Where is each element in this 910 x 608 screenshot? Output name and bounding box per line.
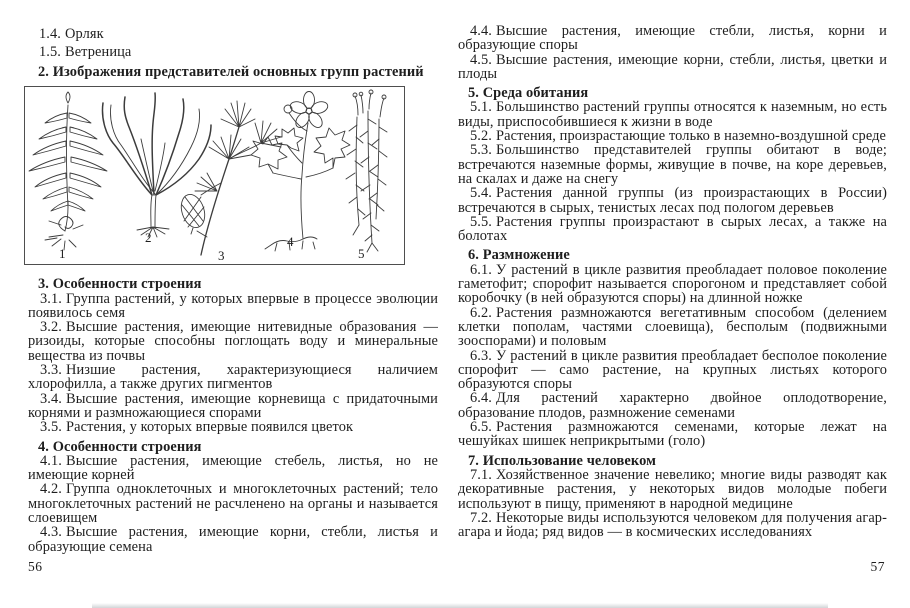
item-number: 6.1. <box>470 261 492 278</box>
item-number: 3.4. <box>40 390 62 407</box>
item-number: 4.2. <box>40 481 62 498</box>
item-text: Для растений характерно двойное оплодотворение, образование плодов, размножение семенами <box>458 390 887 421</box>
item-text: Низшие растения, характеризующиеся наличием хлорофилла, а также других пигментов <box>28 362 438 393</box>
item-text: Ветреница <box>65 43 132 60</box>
figure-label: 3 <box>218 248 225 264</box>
scan-shadow <box>92 603 828 608</box>
item-number: 7.2. <box>470 509 492 526</box>
page-number: 56 <box>28 559 43 574</box>
item-number: 4.3. <box>40 524 62 541</box>
item-text: Высшие растения, имеющие стебель, листья, но не имеющие корней <box>28 452 438 484</box>
list-item <box>458 100 887 129</box>
item-number: 7.1. <box>470 466 492 483</box>
list-item <box>458 349 887 392</box>
item-number: 4.1. <box>40 452 62 469</box>
figure-label: 2 <box>145 230 152 246</box>
list-item <box>458 420 887 449</box>
list-item <box>28 454 438 483</box>
figure-plants <box>24 86 405 265</box>
page-right <box>458 0 887 574</box>
figure-label: 4 <box>287 234 294 250</box>
item-text: Растения размножаются семенами, которые лежат на чешуйках шишек неприкрытыми (голо) <box>458 419 887 450</box>
item-number: 1.5. <box>39 43 61 60</box>
section-heading: 5. Среда обитания <box>468 85 589 102</box>
item-text: Растения, произрастающие только в наземно-воздушной среде <box>496 128 887 145</box>
list-item <box>28 482 438 525</box>
item-number: 5.1. <box>470 99 492 116</box>
plants-illustration <box>25 87 404 264</box>
item-text: Растения данной группы (из произрастающих в России) встречаются в сырых, тенистых лесах под пологом деревьев <box>458 185 887 216</box>
item-text: Некоторые виды используются человеком для получения агар-агара и йода; ряд видов — в космических исследованиях <box>458 509 887 541</box>
moss-illustration <box>346 90 387 252</box>
item-text: Высшие растения, имеющие корневища с придаточными корнями и размножающиеся спорами <box>28 390 438 421</box>
list-item <box>28 26 438 44</box>
list-item <box>28 525 438 554</box>
item-text: Большинство представителей группы обитают в воде; встречаются наземные формы, живущие в почве, на коре деревьев, на скалах и даже на снегу <box>458 142 887 187</box>
algae-illustration <box>102 93 211 237</box>
item-number: 5.5. <box>470 213 492 230</box>
section-heading: 7. Использование человеком <box>468 452 657 469</box>
list-item <box>28 320 438 363</box>
list-item <box>458 263 887 306</box>
list-item <box>28 392 438 421</box>
list-item <box>458 306 887 349</box>
item-number: 4.4. <box>470 23 492 39</box>
list-item <box>458 468 887 511</box>
list-item <box>458 24 887 53</box>
item-text: У растений в цикле развития преобладает бесполое поколение спорофит — само растение, на крупных листьях которого образуются споры <box>458 347 887 393</box>
item-text: Орляк <box>65 26 104 42</box>
item-text: Группа растений, у которых впервые в процессе эволюции появилось семя <box>28 290 438 321</box>
list-item <box>458 215 887 244</box>
item-number: 3.1. <box>40 290 62 307</box>
item-text: Растения размножаются вегетативным способом (делением клетки пополам, частями слоевища), бесполым (подвижными зооспорами) и половым <box>458 304 887 350</box>
list-item <box>458 143 887 186</box>
item-number: 4.5. <box>470 51 492 68</box>
item-number: 6.5. <box>470 419 492 436</box>
item-number: 5.3. <box>470 142 492 159</box>
section-heading-images: 2. Изображения представителей основных групп растений <box>38 64 424 80</box>
page-number: 57 <box>870 559 885 574</box>
section-heading: 6. Размножение <box>468 247 570 264</box>
figure-label: 5 <box>358 246 365 262</box>
fern-illustration <box>29 92 107 250</box>
item-number: 5.2. <box>470 128 492 145</box>
item-text: Растения, у которых впервые появился цветок <box>66 419 354 436</box>
item-text: Растения группы произрастают в сырых лесах, а также на болотах <box>458 213 887 245</box>
list-item <box>28 420 438 434</box>
list-item <box>458 511 887 540</box>
item-text: Хозяйственное значение невелико; многие виды разводят как декоративные растения, у некоторых видов молодые побеги используют в пищу, применяют в народной медицине <box>458 466 887 512</box>
list-item <box>28 44 438 62</box>
item-number: 1.4. <box>39 26 61 42</box>
item-number: 3.3. <box>40 362 62 379</box>
item-number: 3.2. <box>40 319 62 336</box>
list-item <box>458 391 887 420</box>
list-item <box>458 129 887 143</box>
section-heading: 4. Особенности строения <box>38 438 202 455</box>
list-item <box>458 186 887 215</box>
item-number: 6.3. <box>470 347 492 364</box>
item-text: Высшие растения, имеющие стебли, листья, корни и образующие споры <box>458 23 887 54</box>
list-item <box>28 363 438 392</box>
item-number: 6.4. <box>470 390 492 407</box>
list-item <box>458 53 887 82</box>
list-item <box>28 292 438 321</box>
item-number: 3.5. <box>40 419 62 436</box>
figure-label: 1 <box>59 246 66 262</box>
pine-illustration <box>177 101 281 255</box>
item-text: У растений в цикле развития преобладает половое поколение гаметофит; спорофит называется спорогоном и представляет собой коробочку (в ней образуются споры) на длинной ножке <box>458 261 887 307</box>
section-heading: 3. Особенности строения <box>38 276 202 293</box>
item-text: Большинство растений группы относятся к наземным, но есть виды, приспособившиеся к жизни в воде <box>458 99 887 130</box>
item-text: Группа одноклеточных и многоклеточных растений; тело многоклеточных растений не расчленено на органы и называется слоевищем <box>28 481 438 527</box>
item-number: 5.4. <box>470 185 492 202</box>
item-text: Высшие растения, имеющие корни, стебли, листья и образующие семена <box>28 524 438 555</box>
item-number: 6.2. <box>470 304 492 321</box>
page-left <box>28 0 438 574</box>
flowering-plant-illustration <box>251 92 350 252</box>
item-text: Высшие растения, имеющие нитевидные образования — ризоиды, которые способны поглощать воду и минеральные вещества из почвы <box>28 319 438 364</box>
item-text: Высшие растения, имеющие корни, стебли, листья, цветки и плоды <box>458 51 887 82</box>
